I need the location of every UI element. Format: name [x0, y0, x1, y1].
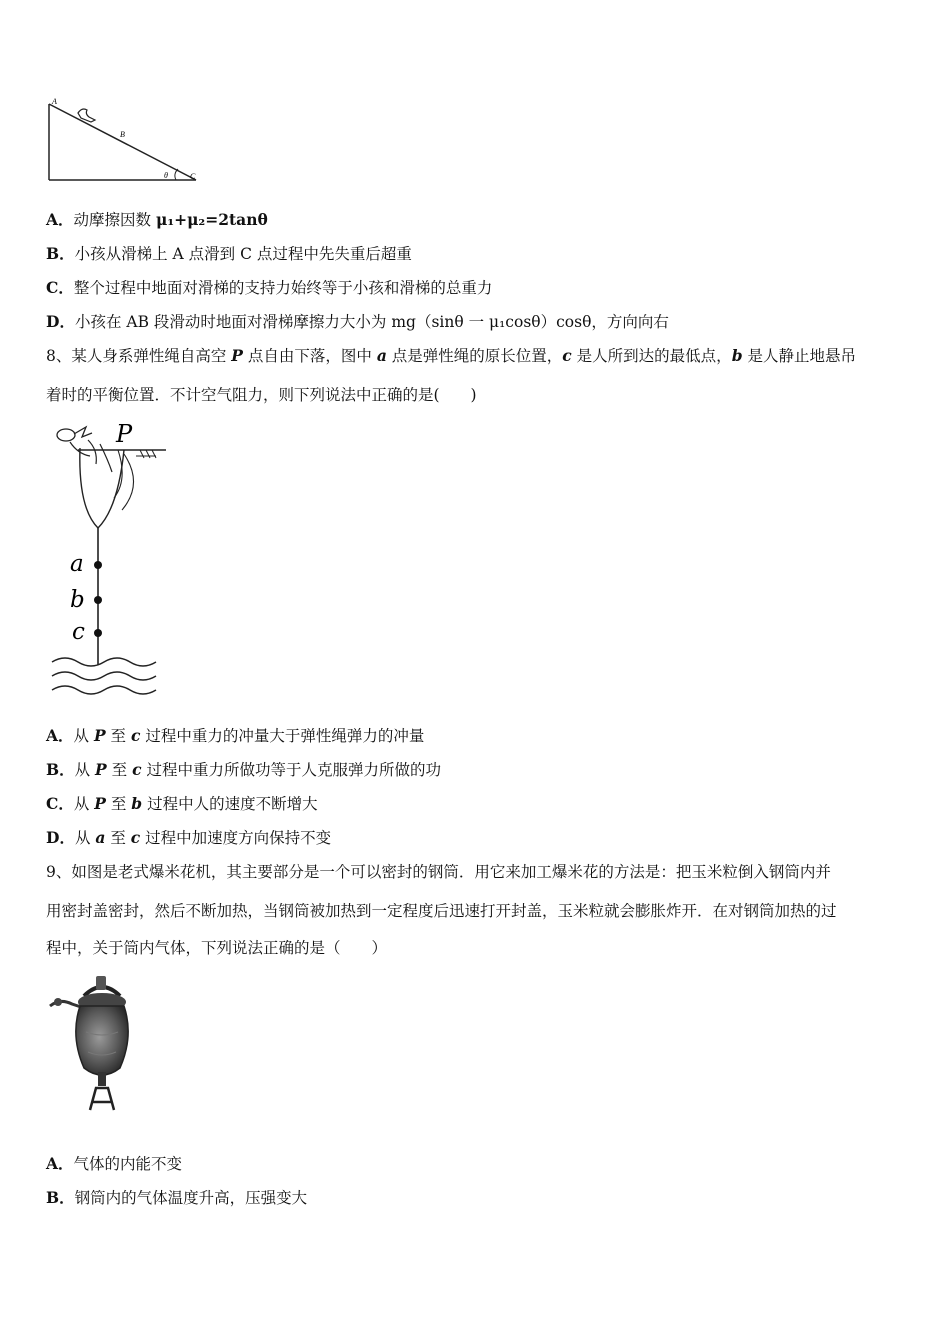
hatch-marks [136, 450, 156, 458]
q8-option-a[interactable]: A．从 P 至 c 过程中重力的冲量大于弹性绳弹力的冲量 [46, 726, 425, 745]
point-a-dot [94, 561, 102, 569]
label-point-c: C [190, 172, 196, 181]
q8-option-d[interactable]: D．从 a 至 c 过程中加速度方向保持不变 [46, 828, 332, 847]
point-b-dot [94, 596, 102, 604]
label-point-a: A [52, 97, 57, 106]
q9-stem-line3: 程中，关于筒内气体，下列说法正确的是（ ） [46, 939, 388, 957]
label-p: P [116, 420, 133, 448]
q7-option-d[interactable]: D．小孩在 AB 段滑动时地面对滑梯摩擦力大小为 mg（sinθ 一 μ₁cosθ）cosθ，方向向右 [46, 312, 669, 331]
q7-option-a[interactable]: A．动摩擦因数 μ₁+μ₂=2tanθ [46, 210, 268, 229]
q9-option-b[interactable]: B．钢筒内的气体温度升高，压强变大 [46, 1188, 308, 1207]
q8-stem-line2: 着时的平衡位置．不计空气阻力，则下列说法中正确的是( ) [46, 386, 477, 404]
q7-option-b[interactable]: B．小孩从滑梯上 A 点滑到 C 点过程中先失重后超重 [46, 244, 412, 263]
point-c-dot [94, 629, 102, 637]
q9-option-a[interactable]: A．气体的内能不变 [46, 1154, 183, 1173]
slide-incline-figure [44, 96, 204, 188]
bungee-jump-figure [48, 420, 174, 700]
label-b: b [70, 587, 85, 613]
q8-option-b[interactable]: B．从 P 至 c 过程中重力所做功等于人克服弹力所做的功 [46, 760, 441, 779]
water-waves [52, 658, 156, 694]
q9-stem-line2: 用密封盖密封，然后不断加热，当钢筒被加热到一定程度后迅速打开封盖，玉米粒就会膨胀炸开．在对钢筒加热的过 [46, 902, 837, 920]
label-a: a [70, 551, 84, 577]
popcorn-machine-photo [46, 972, 146, 1122]
jumper-head-icon [57, 429, 75, 441]
label-theta: θ [164, 171, 168, 180]
q8-option-c[interactable]: C．从 P 至 b 过程中人的速度不断增大 [46, 794, 318, 813]
label-c: c [72, 619, 85, 645]
label-point-b: B [120, 130, 125, 139]
q9-stem-line1: 9、如图是老式爆米花机，其主要部分是一个可以密封的钢筒．用它来加工爆米花的方法是：把玉米粒倒入钢筒内并 [46, 863, 831, 881]
q7-option-c[interactable]: C．整个过程中地面对滑梯的支持力始终等于小孩和滑梯的总重力 [46, 278, 493, 297]
q8-stem-line1: 8、某人身系弹性绳自高空 P 点自由下落，图中 a 点是弹性绳的原长位置，c 是人所到达的最低点，b 是人静止地悬吊 [46, 346, 856, 365]
